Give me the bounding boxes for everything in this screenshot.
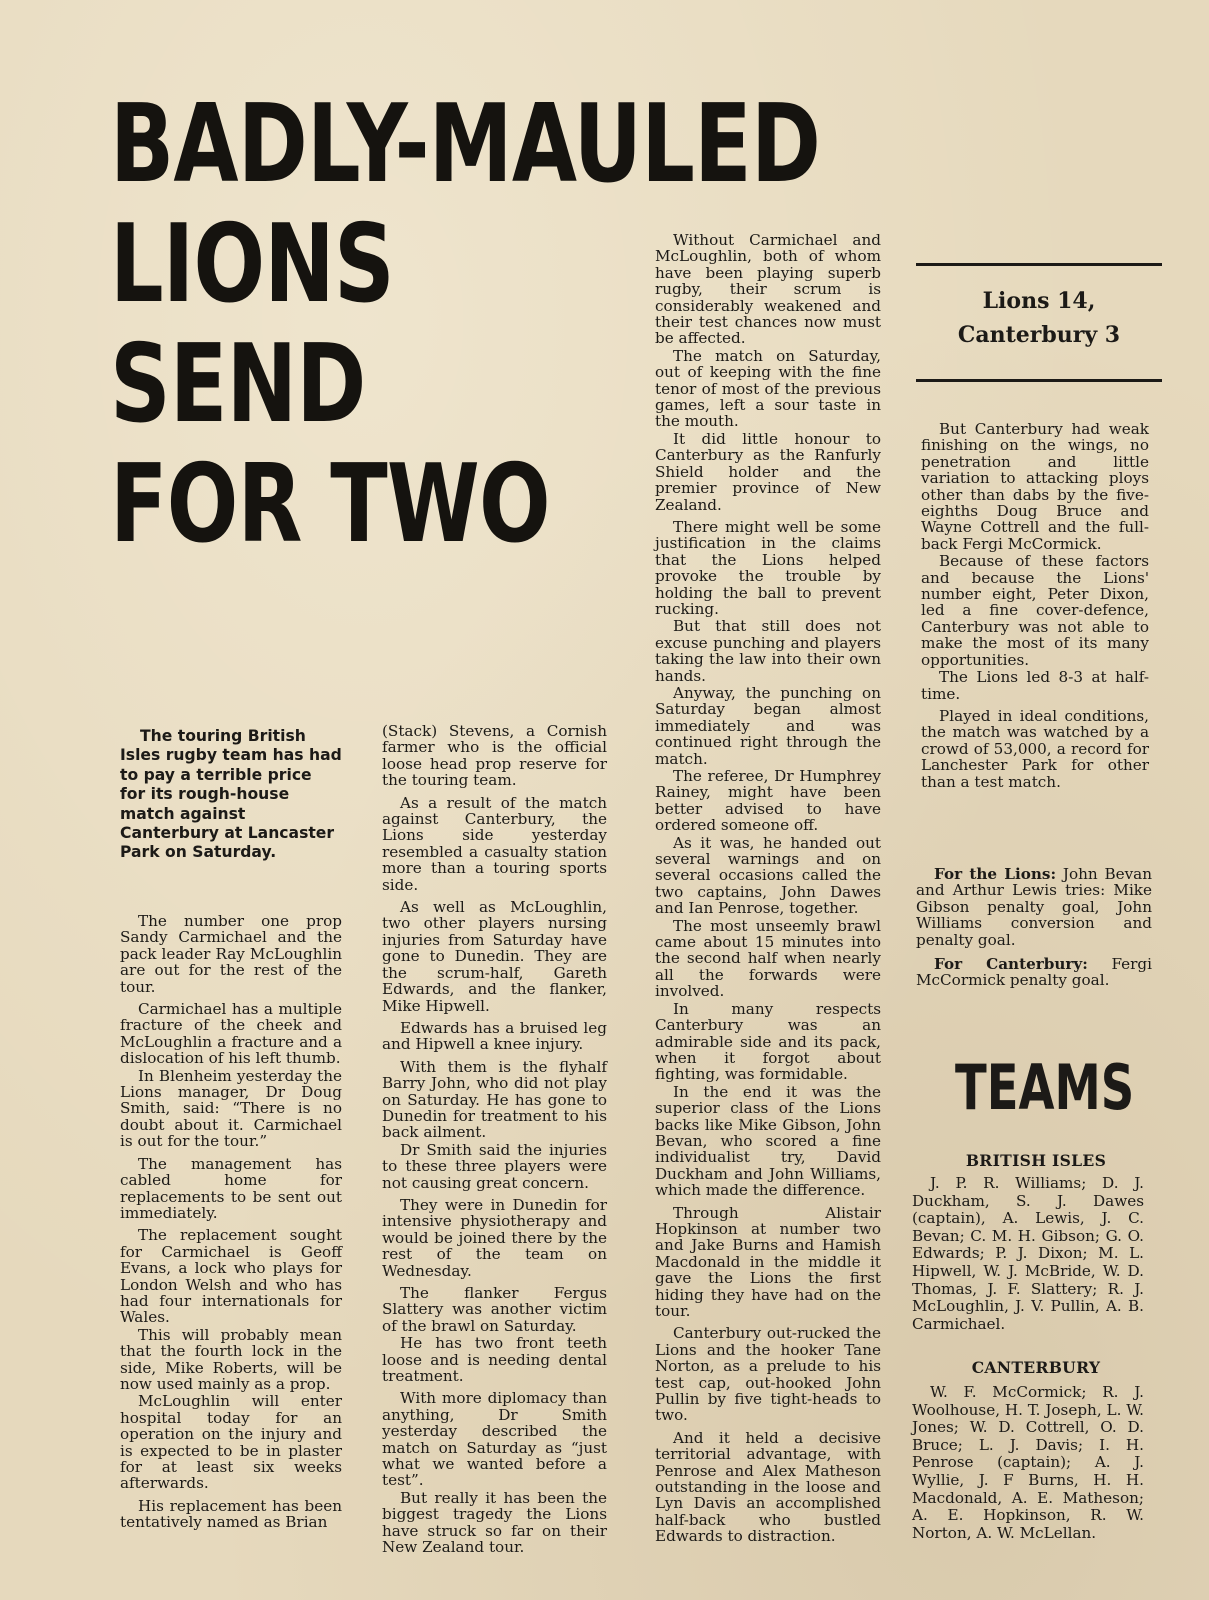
paragraph: Without Carmichael and McLoughlin, both of whom have been playing superb rugby, their scrum is considerably weakened and their test chances now must be affected.: [655, 231, 881, 348]
paragraph: Edwards has a bruised leg and Hipwell a knee injury.: [382, 1018, 607, 1054]
score-canterbury: Canterbury 3: [957, 322, 1121, 348]
paragraph: It did little honour to Canterbury as the Ranfurly Shield holder and the premier province of New Zealand.: [655, 429, 881, 514]
canterbury-scorers-text: Fergi McCormick penalty goal.: [916, 955, 1152, 990]
article-column-4: [921, 421, 1149, 791]
paragraph: The number one prop Sandy Carmichael and the pack leader Ray McLoughlin are out for the rest of the tour.: [120, 912, 342, 996]
score-box: [916, 263, 1162, 382]
paragraph: Because of these factors and because the Lions' number eight, Peter Dixon, led a fine cover-defence, Canterbury was not able to make the most of its many opportunities.: [921, 552, 1149, 669]
paragraph: In the end it was the superior class of the Lions backs like Mike Gibson, John Bevan, who scored a fine individualist try, David Duckham and John Williams, which made the difference.: [655, 1082, 881, 1200]
paragraph: As well as McLoughlin, two other players nursing injuries from Saturday have gone to Dunedin. They are the scrum-half, Gareth Edwards, and the flanker, Mike Hipwell.: [382, 898, 607, 1015]
paragraph: The referee, Dr Humphrey Rainey, might have been better advised to have ordered someone off.: [655, 767, 881, 835]
canterbury-heading: CANTERBURY: [971, 1358, 1101, 1377]
teams-title: TEAMS: [955, 1051, 1135, 1124]
british-isles-team-list: J. P. R. Williams; D. J. Duckham, S. J. Dawes (captain), A. Lewis, J. C. Bevan; C. M. H. Gibson; G. O. Edwards; P. J. Dixon; M. L. Hipwell, W. J. McBride, W. D. Thomas, J. F. Slattery; R. J. McLoughlin, J. V. Pullin, A. B. Carmichael.: [912, 1174, 1144, 1333]
canterbury-scorers-label: For Canterbury:: [934, 955, 1088, 974]
paragraph: The management has cabled home for replacements to be sent out immediately.: [120, 1154, 342, 1222]
paragraph: McLoughlin will enter hospital today for an operation on the injury and is expected to be in plaster for at least six weeks afterwards.: [120, 1392, 342, 1493]
lions-scorers-text: John Bevan and Arthur Lewis tries: Mike Gibson penalty goal, John Williams conversion and penalty goal.: [916, 865, 1153, 949]
paragraph: Canterbury out-rucked the Lions and the hooker Tane Norton, as a prelude to his test cap, out-hooked John Pullin by five tight-heads to two.: [655, 1324, 881, 1425]
paragraph: As a result of the match against Canterbury, the Lions side yesterday resembled a casualty station more than a touring sports side.: [382, 793, 607, 894]
paragraph: With more diplomacy than anything, Dr Smith yesterday described the match on Saturday as “just what we wanted before a test”.: [382, 1389, 607, 1490]
paragraph: In Blenheim yesterday the Lions manager, Dr Doug Smith, said: “There is no doubt about it. Carmichael is out for the tour.”: [120, 1066, 342, 1151]
paragraph: With them is the flyhalf Barry John, who did not play on Saturday. He has gone to Dunedin for treatment to his back ailment.: [382, 1057, 607, 1142]
paragraph: Anyway, the punching on Saturday began almost immediately and was continued right through the match.: [655, 683, 881, 768]
paragraph: This will probably mean that the fourth lock in the side, Mike Roberts, will be now used mainly as a prop.: [120, 1325, 342, 1393]
headline-line-4: FOR TWO: [110, 442, 550, 567]
paragraph: There might well be some justification in the claims that the Lions helped provoke the trouble by holding the ball to prevent rucking.: [655, 517, 881, 618]
headline-line-1: BADLY-MAULED: [110, 82, 821, 207]
paragraph: They were in Dunedin for intensive physiotherapy and would be joined there by the rest of the team on Wednesday.: [382, 1195, 607, 1280]
article-column-3: [655, 232, 881, 1546]
paragraph: Played in ideal conditions, the match was watched by a crowd of 53,000, a record for Lanchester Park for other than a test match.: [921, 706, 1149, 791]
paragraph: The replacement sought for Carmichael is Geoff Evans, a lock who plays for London Welsh and who has had four internationals for Wales.: [120, 1226, 342, 1327]
canterbury-team-list: W. F. McCormick; R. J. Woolhouse, H. T. Joseph, L. W. Jones; W. D. Cottrell, O. D. Bruce; L. J. Davis; I. H. Penrose (captain); A. J. Wyllie, J. F Burns, H. H. Macdonald, A. E. Matheson; A. E. Hopkinson, R. W. Norton, A. W. McLellan.: [912, 1383, 1145, 1542]
paragraph: The match on Saturday, out of keeping with the fine tenor of most of the previous games, left a sour taste in the mouth.: [655, 346, 881, 431]
headline-line-2: LIONS: [110, 202, 394, 327]
headline-line-3: SEND: [110, 322, 366, 447]
paragraph: As it was, he handed out several warnings and on several occasions called the two captains, John Dawes and Ian Penrose, together.: [655, 833, 881, 918]
paragraph: But Canterbury had weak finishing on the wings, no penetration and little variation to attacking ploys other than dabs by the five-eighths Doug Bruce and Wayne Cottrell and the full-back Fergi McCormick.: [921, 420, 1149, 553]
paragraph: The flanker Fergus Slattery was another victim of the brawl on Saturday.: [382, 1284, 607, 1335]
score-lions: Lions 14,: [982, 288, 1096, 314]
paragraph: (Stack) Stevens, a Cornish farmer who is the official loose head prop reserve for the touring team.: [382, 722, 607, 790]
article-column-2: [382, 723, 607, 1557]
paragraph: Carmichael has a multiple fracture of the cheek and McLoughlin a fracture and a dislocation of his left thumb.: [120, 1000, 342, 1068]
paragraph: The Lions led 8-3 at half-time.: [921, 668, 1149, 703]
paragraph: Dr Smith said the injuries to these three players were not causing great concern.: [382, 1140, 607, 1192]
paragraph: In many respects Canterbury was an admirable side and its pack, when it forgot about fighting, was formidable.: [655, 999, 881, 1084]
paragraph: He has two front teeth loose and is needing dental treatment.: [382, 1334, 607, 1386]
intro-paragraph: The touring British Isles rugby team has had to pay a terrible price for its rough-house match against Canterbury at Lancaster Park on Saturday.: [120, 727, 342, 862]
paragraph: Through Alistair Hopkinson at number two and Jake Burns and Hamish Macdonald in the middle it gave the Lions the first hiding they have had on the tour.: [655, 1203, 881, 1320]
paragraph: And it held a decisive territorial advantage, with Penrose and Alex Matheson outstanding in the loose and Lyn Davis an accomplished half-back who bustled Edwards to distraction.: [655, 1428, 881, 1546]
british-isles-heading: BRITISH ISLES: [965, 1151, 1107, 1170]
paragraph: But that still does not excuse punching and players taking the law into their own hands.: [655, 617, 881, 685]
lions-scorers: [916, 866, 1152, 948]
paragraph: But really it has been the biggest tragedy the Lions have struck so far on their New Zealand tour.: [382, 1488, 607, 1557]
scorers: [916, 866, 1152, 997]
lions-scorers-label: For the Lions:: [934, 865, 1057, 883]
canterbury-scorers: [916, 956, 1152, 989]
paragraph: His replacement has been tentatively named as Brian: [120, 1496, 342, 1532]
paragraph: The most unseemly brawl came about 15 minutes into the second half when nearly all the forwards were involved.: [655, 916, 881, 1001]
article-column-1: [120, 913, 342, 1532]
